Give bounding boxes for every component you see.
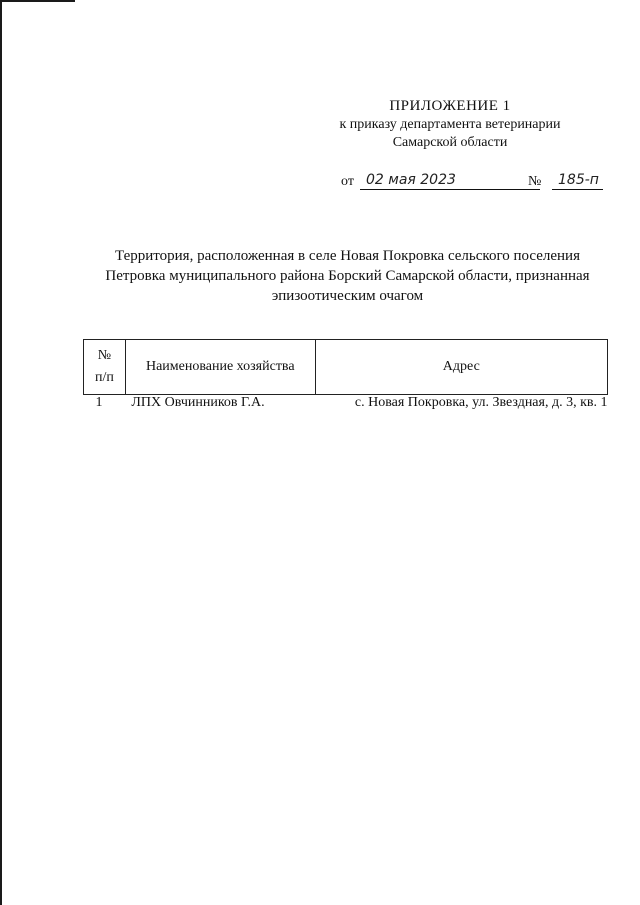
scan-top-edge [0,0,75,2]
number-prefix: № [528,174,542,189]
appendix-line-2: Самарской области [392,135,508,150]
header-number-abbr: п/п [95,370,114,385]
order-number: 185-п [552,170,603,190]
appendix-line-1: к приказу департамента ветеринарии [339,117,561,132]
registry-table [83,339,608,413]
header-number-symbol: № [97,348,112,363]
table-header-row [84,340,608,395]
date-prefix: от [341,174,354,189]
row-farm-name: ЛПХ Овчинников Г.А. [131,395,265,410]
header-farm-name: Наименование хозяйства [125,340,315,395]
appendix-title: ПРИЛОЖЕНИЕ 1 [389,98,511,114]
header-address: Адрес [315,340,607,395]
scan-left-edge [0,0,2,905]
header-number [84,340,126,395]
order-reference [341,172,603,194]
row-number: 1 [95,395,103,410]
title-line-1: Территория, расположенная в селе Новая Покровка сельского поселения [115,248,580,264]
table-row [84,395,608,414]
title-line-2: Петровка муниципального района Борский Самарской области, признанная [105,268,590,284]
appendix-header [300,96,600,152]
row-address: с. Новая Покровка, ул. Звездная, д. 3, кв. 1 [354,395,608,410]
order-date: 02 мая 2023 [360,170,540,190]
document-title [80,246,615,306]
title-line-3: эпизоотическим очагом [271,288,424,304]
